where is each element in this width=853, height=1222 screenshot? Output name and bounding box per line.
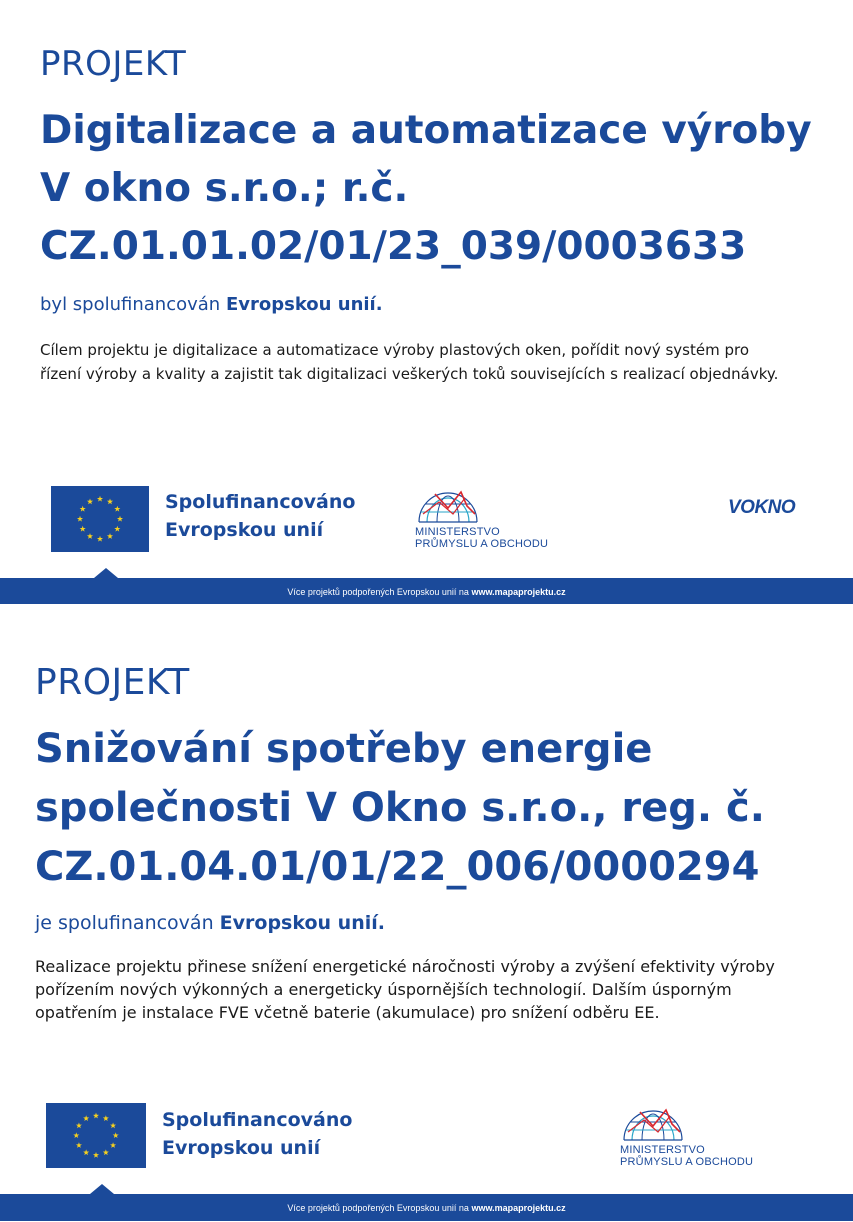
project-description: Cílem projektu je digitalizace a automatizace výroby plastových oken, pořídit nový systém pro řízení výroby a kvality a zajistit tak digitalizaci veškerých toků souvisejících s realizací objednávky. [40,341,779,383]
project-title-line: Digitalizace a automatizace výroby [40,108,812,153]
eu-flag-icon [51,486,149,552]
eu-star [117,516,123,522]
eu-star [93,1152,99,1158]
eu-star [107,533,113,539]
project-kicker: PROJEKT [35,662,190,703]
project-poster-2 [0,618,853,1221]
footer-notch [90,1184,114,1194]
eu-flag-icon [46,1103,146,1168]
project-description: Realizace projektu přinese snížení energetické náročnosti výroby a zvýšení efektivity výroby pořízením nových výkonných a energeticky úspornějších technologií. Dalším úsporným opatřením je instalace FVE včetně baterie (akumulace) pro snížení odběru EE. [35,957,775,1022]
ministry-globe-icon [620,1102,686,1144]
eu-star [114,526,120,532]
eu-flag-graphic [46,1103,146,1168]
project-poster-1 [0,0,853,604]
footer-notch [94,568,118,578]
eu-star [93,1113,99,1119]
eu-cofinanced-label [162,1106,352,1162]
eu-star [97,536,103,542]
project-title-line: CZ.01.01.02/01/23_039/0003633 [40,224,747,269]
funding-statement [40,294,383,315]
eu-star [76,1123,82,1129]
company-logo: VOKNO [728,497,796,518]
eu-star [110,1142,116,1148]
ministry-logo [620,1102,753,1168]
project-title-line: V okno s.r.o.; r.č. [40,166,409,211]
ministry-name [620,1144,753,1168]
eu-star [97,496,103,502]
eu-label-line: Spolufinancováno [162,1109,353,1131]
funding-emphasis: Evropskou unií. [219,912,385,934]
eu-star [80,506,86,512]
footer-text: Více projektů podpořených Evropskou unií na [287,587,469,597]
eu-label-line: Spolufinancováno [165,491,356,513]
footer-link[interactable]: www.mapaprojektu.cz [471,1203,566,1213]
funding-prefix: byl spolufinancován [40,294,221,315]
funding-prefix: je spolufinancován [35,912,214,934]
footer-link[interactable]: www.mapaprojektu.cz [471,587,566,597]
ministry-name-line: MINISTERSTVO [415,526,500,538]
eu-star [103,1115,109,1121]
ministry-logo [415,484,548,550]
eu-star [73,1132,79,1138]
eu-star [107,498,113,504]
eu-star [80,526,86,532]
ministry-name-line: MINISTERSTVO [620,1144,705,1156]
eu-star [87,498,93,504]
funding-statement [35,912,385,934]
eu-star [83,1115,89,1121]
ministry-globe-icon [415,484,481,526]
ministry-name-line: PRŮMYSLU A OBCHODU [620,1156,754,1168]
project-title [40,102,812,276]
ministry-name-line: PRŮMYSLU A OBCHODU [415,538,549,550]
project-kicker: PROJEKT [40,44,187,84]
eu-cofinanced-label [165,488,355,544]
project-title-line: společnosti V Okno s.r.o., reg. č. [35,785,765,831]
eu-label-line: Evropskou unií [162,1137,321,1159]
eu-star [113,1132,119,1138]
eu-star [83,1149,89,1155]
eu-star [103,1149,109,1155]
eu-label-line: Evropskou unií [165,519,324,541]
project-title [35,720,765,897]
eu-star [87,533,93,539]
footer-text: Více projektů podpořených Evropskou unií na [287,1203,469,1213]
eu-flag-graphic [51,486,149,552]
footer-bar [0,1194,853,1221]
eu-star [77,516,83,522]
footer-bar [0,578,853,604]
eu-star [114,506,120,512]
eu-star [110,1123,116,1129]
funding-emphasis: Evropskou unií. [225,294,383,315]
project-title-line: Snižování spotřeby energie [35,726,653,772]
eu-star [76,1142,82,1148]
project-title-line: CZ.01.04.01/01/22_006/0000294 [35,844,760,890]
ministry-name [415,526,548,550]
